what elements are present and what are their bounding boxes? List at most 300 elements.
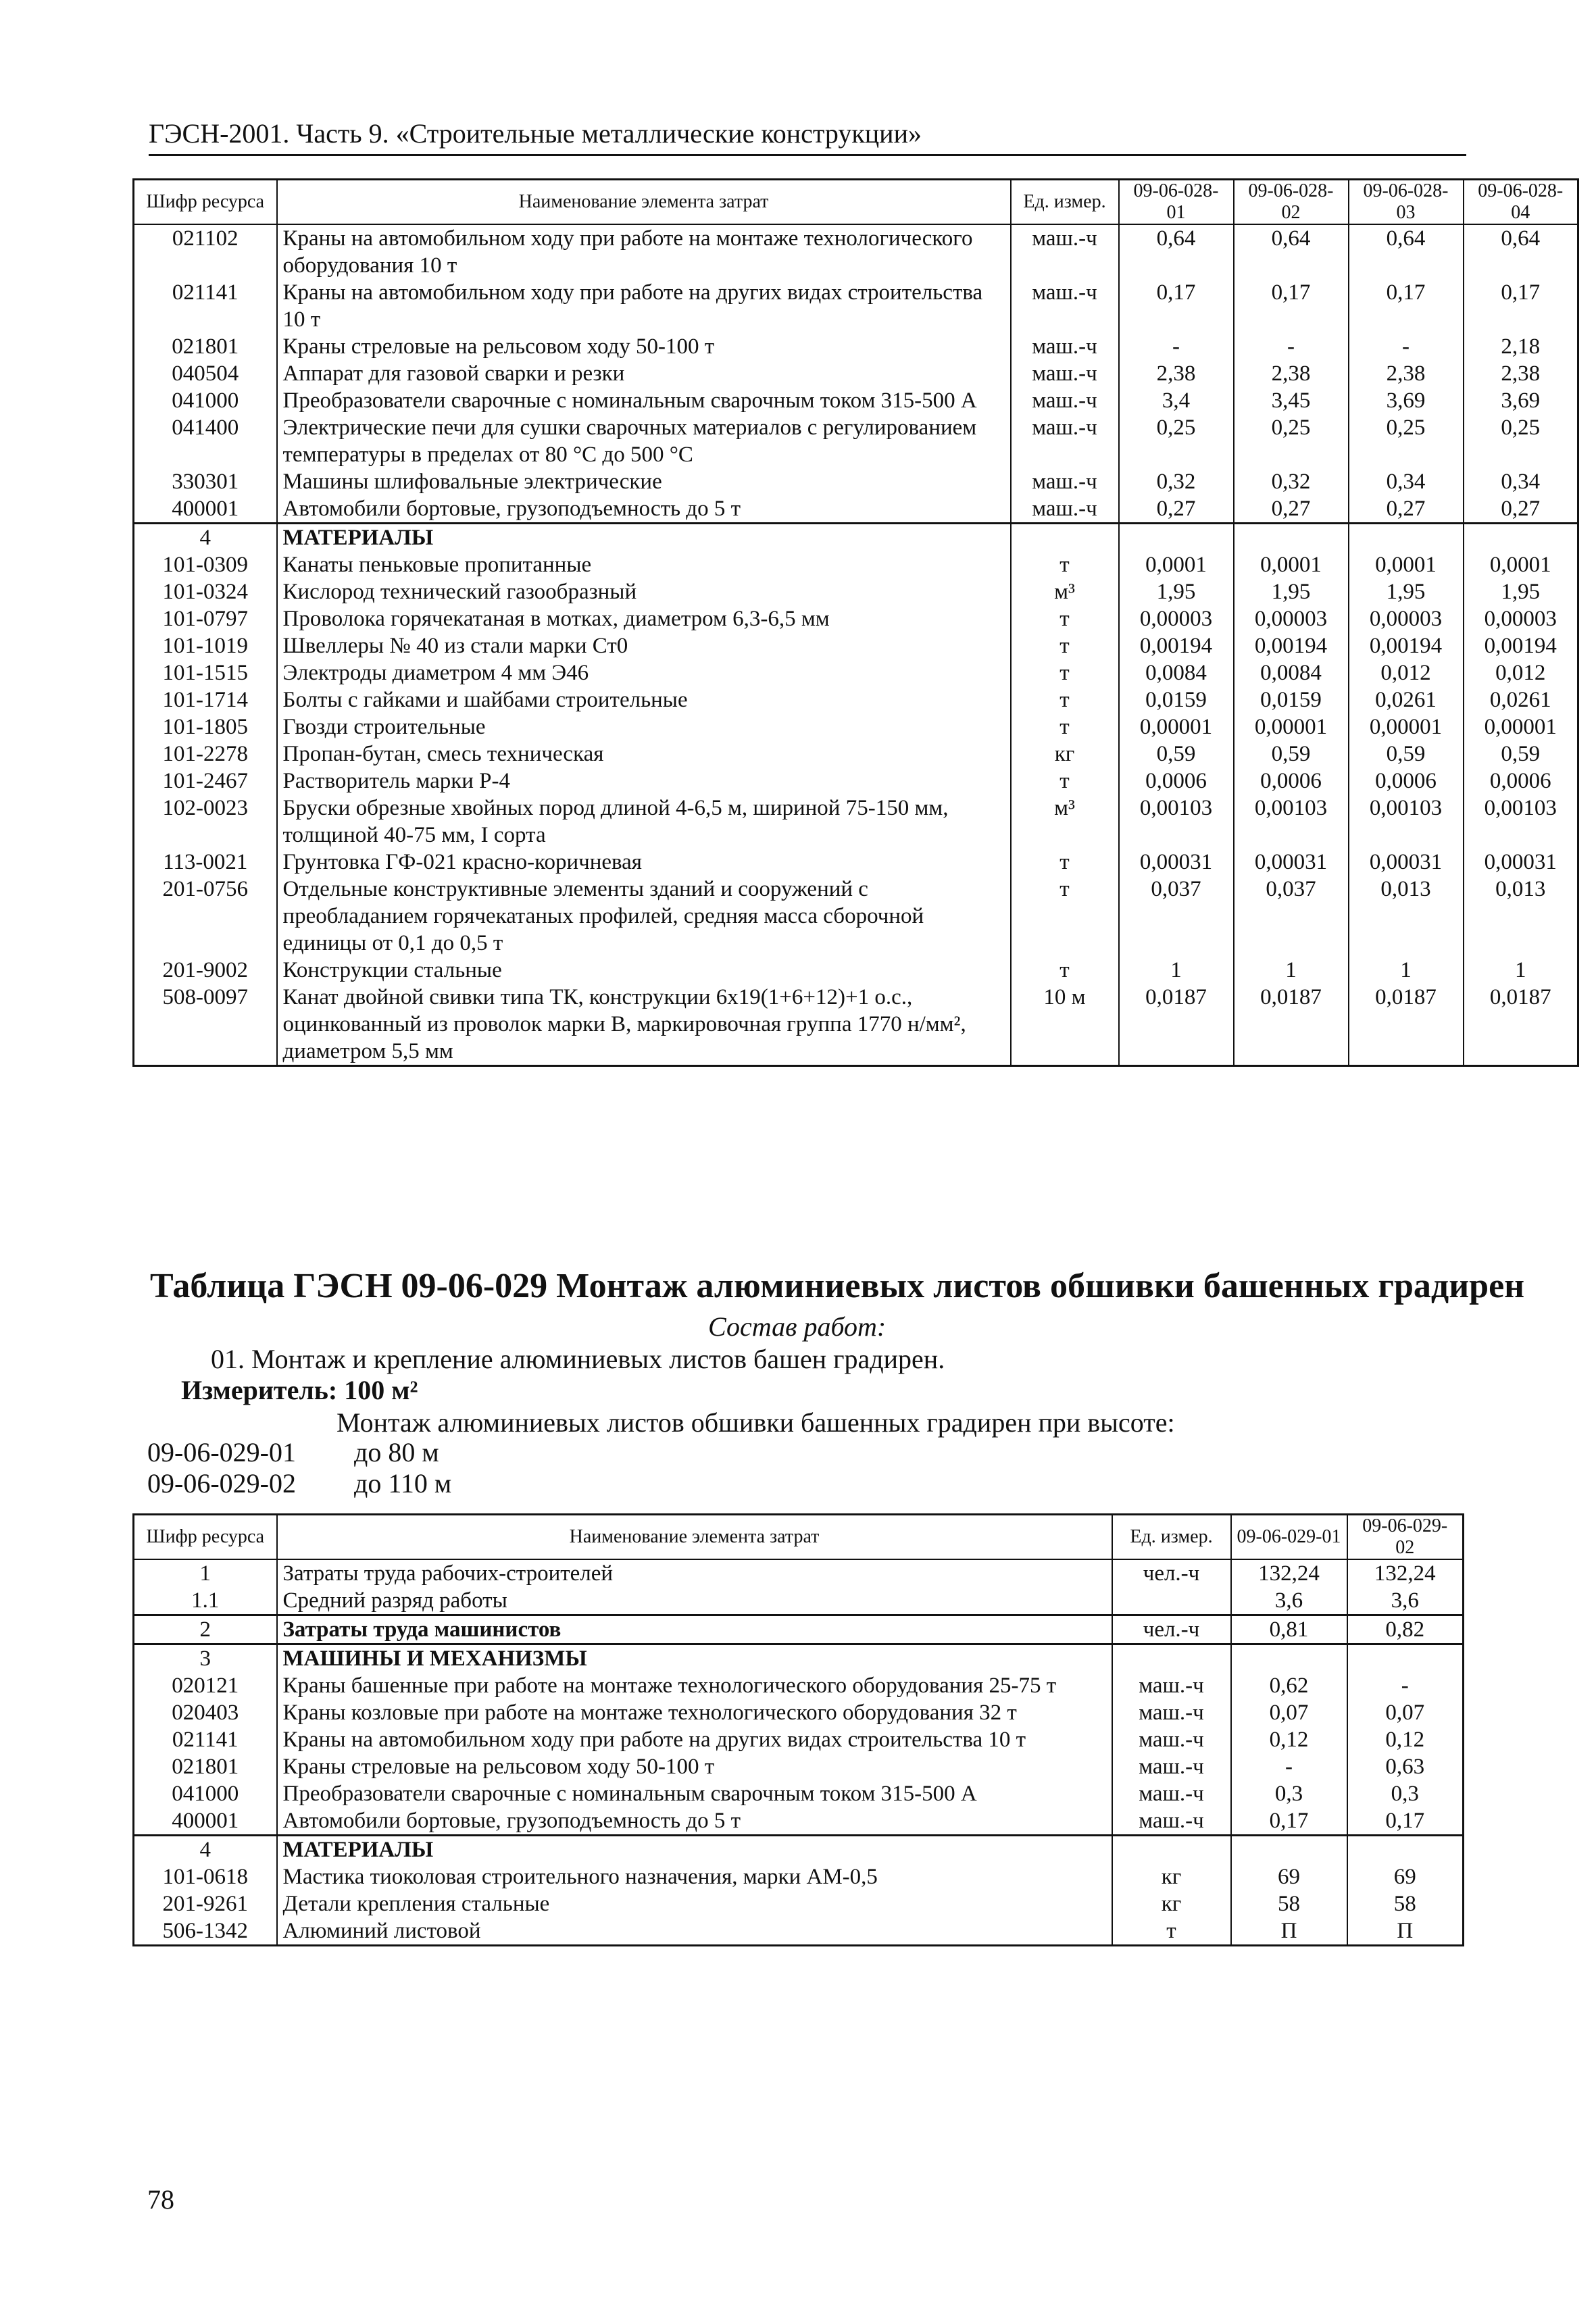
variant-code: 09-06-029-01 — [147, 1437, 296, 1467]
norm-value-cell: 0,12 — [1231, 1726, 1347, 1753]
unit-cell: т — [1011, 768, 1119, 795]
norm-value-cell: 0,27 — [1119, 495, 1234, 524]
norm-value-cell: 2,38 — [1464, 360, 1578, 387]
table-body — [134, 1559, 1464, 1946]
table-row — [134, 333, 1578, 360]
resource-code-cell: 330301 — [134, 468, 277, 495]
resource-name-cell: Затраты труда рабочих-строителей — [277, 1559, 1112, 1587]
resource-name-cell: Швеллеры № 40 из стали марки Ст0 — [277, 632, 1011, 659]
variants-subtitle: Монтаж алюминиевых листов обшивки башенных градирен при высоте: — [336, 1407, 1175, 1438]
norm-value-cell: 3,69 — [1349, 387, 1464, 414]
norm-value-cell: 0,25 — [1234, 414, 1349, 468]
norm-value-cell: 132,24 — [1347, 1559, 1464, 1587]
norm-value-cell: 3,45 — [1234, 387, 1349, 414]
unit-cell: м³ — [1011, 578, 1119, 605]
unit-cell: маш.-ч — [1112, 1753, 1231, 1780]
norm-value-cell: 1 — [1349, 957, 1464, 984]
table-row — [134, 1726, 1464, 1753]
resource-code-cell: 1 — [134, 1559, 277, 1587]
norm-value-cell: - — [1231, 1753, 1347, 1780]
resource-name-cell: Электроды диаметром 4 мм Э46 — [277, 659, 1011, 686]
table-row — [134, 849, 1578, 876]
norm-value-cell: 0,0261 — [1464, 686, 1578, 713]
norm-value-cell: - — [1349, 333, 1464, 360]
table-row — [134, 495, 1578, 524]
unit-cell: маш.-ч — [1011, 279, 1119, 333]
norm-value-cell: 0,59 — [1349, 740, 1464, 768]
norm-value-cell: 0,00194 — [1464, 632, 1578, 659]
table-row — [134, 659, 1578, 686]
table-row — [134, 524, 1578, 552]
resource-code-cell: 041000 — [134, 387, 277, 414]
table-row — [134, 1863, 1464, 1890]
unit-cell: т — [1112, 1917, 1231, 1946]
table-title: Таблица ГЭСН 09-06-029 Монтаж алюминиевых листов обшивки башенных градирен — [150, 1267, 1525, 1305]
unit-cell: т — [1011, 686, 1119, 713]
table-row — [134, 632, 1578, 659]
norm-value-cell: 0,17 — [1464, 279, 1578, 333]
unit-cell: кг — [1011, 740, 1119, 768]
resource-code-cell: 020403 — [134, 1699, 277, 1726]
table-row — [134, 1587, 1464, 1615]
unit-cell: м³ — [1011, 795, 1119, 849]
resource-code-cell: 101-2467 — [134, 768, 277, 795]
norm-value-cell: 0,012 — [1349, 659, 1464, 686]
resource-code-cell: 101-0309 — [134, 551, 277, 578]
norm-value-cell: 69 — [1231, 1863, 1347, 1890]
norm-value-cell: 0,00003 — [1119, 605, 1234, 632]
table-row — [134, 1807, 1464, 1836]
norm-value-cell: 0,00003 — [1349, 605, 1464, 632]
unit-cell: маш.-ч — [1112, 1699, 1231, 1726]
variant-row — [147, 1436, 439, 1469]
resource-name-cell: МАТЕРИАЛЫ — [277, 524, 1011, 552]
table-row — [134, 1699, 1464, 1726]
unit-cell: маш.-ч — [1011, 468, 1119, 495]
resource-name-cell: Краны на автомобильном ходу при работе на монтаже технологического оборудования 10 т — [277, 224, 1011, 279]
unit-cell: т — [1011, 551, 1119, 578]
norm-value-cell: 58 — [1231, 1890, 1347, 1917]
unit-cell: маш.-ч — [1112, 1726, 1231, 1753]
running-header: ГЭСН-2001. Часть 9. «Строительные металлические конструкции» — [149, 116, 1466, 156]
norm-value-cell: 0,037 — [1234, 876, 1349, 957]
norm-value-cell: 0,00003 — [1234, 605, 1349, 632]
resource-code-cell: 041400 — [134, 414, 277, 468]
norm-value-cell: 0,00031 — [1119, 849, 1234, 876]
norm-value-cell: 0,17 — [1234, 279, 1349, 333]
norm-value-cell: 0,27 — [1349, 495, 1464, 524]
resource-code-cell: 021141 — [134, 279, 277, 333]
norm-value-cell: 0,00031 — [1349, 849, 1464, 876]
unit-cell: маш.-ч — [1011, 495, 1119, 524]
page-number: 78 — [147, 2184, 174, 2215]
resource-code-cell: 400001 — [134, 1807, 277, 1836]
norm-value-cell: 0,0159 — [1119, 686, 1234, 713]
norm-value-cell: 0,64 — [1464, 224, 1578, 279]
resource-name-cell: Гвозди строительные — [277, 713, 1011, 740]
norm-value-cell: 3,4 — [1119, 387, 1234, 414]
norm-value-cell: 1 — [1464, 957, 1578, 984]
norm-value-cell: 0,25 — [1464, 414, 1578, 468]
norm-value-cell: 0,0001 — [1234, 551, 1349, 578]
column-header: Ед. измер. — [1112, 1515, 1231, 1560]
resource-code-cell: 021141 — [134, 1726, 277, 1753]
norm-value-cell: 1,95 — [1119, 578, 1234, 605]
norm-value-cell: - — [1347, 1672, 1464, 1699]
resource-code-cell: 1.1 — [134, 1587, 277, 1615]
resource-code-cell: 2 — [134, 1615, 277, 1644]
table-row — [134, 1615, 1464, 1644]
resource-name-cell: Канаты пеньковые пропитанные — [277, 551, 1011, 578]
unit-cell: маш.-ч — [1112, 1780, 1231, 1807]
table-row — [134, 1780, 1464, 1807]
resource-code-cell: 101-0324 — [134, 578, 277, 605]
norm-value-cell: 0,0006 — [1464, 768, 1578, 795]
norm-value-cell: 0,32 — [1234, 468, 1349, 495]
column-header: Шифр ресурса — [134, 1515, 277, 1560]
variant-row — [147, 1467, 451, 1500]
norm-value-cell: 3,69 — [1464, 387, 1578, 414]
resource-name-cell: Затраты труда машинистов — [277, 1615, 1112, 1644]
unit-cell: кг — [1112, 1890, 1231, 1917]
table-header-row — [134, 1515, 1464, 1560]
norm-value-cell — [1234, 524, 1349, 552]
norm-value-cell: 0,64 — [1234, 224, 1349, 279]
unit-cell: т — [1011, 713, 1119, 740]
table-row — [134, 1917, 1464, 1946]
norm-value-cell: 0,63 — [1347, 1753, 1464, 1780]
table-row — [134, 551, 1578, 578]
column-header: 09-06-028-03 — [1349, 180, 1464, 225]
resource-name-cell: Автомобили бортовые, грузоподъемность до 5 т — [277, 495, 1011, 524]
table-row — [134, 876, 1578, 957]
norm-value-cell: 0,0187 — [1464, 984, 1578, 1066]
table-row — [134, 578, 1578, 605]
norm-value-cell — [1464, 524, 1578, 552]
unit-cell: т — [1011, 659, 1119, 686]
norm-value-cell: 0,17 — [1349, 279, 1464, 333]
resource-name-cell: МАТЕРИАЛЫ — [277, 1836, 1112, 1864]
resource-code-cell: 101-1515 — [134, 659, 277, 686]
norm-value-cell — [1349, 524, 1464, 552]
table-row — [134, 984, 1578, 1066]
column-header: Наименование элемента затрат — [277, 180, 1011, 225]
resource-name-cell: Краны башенные при работе на монтаже технологического оборудования 25-75 т — [277, 1672, 1112, 1699]
norm-value-cell: 0,82 — [1347, 1615, 1464, 1644]
table-row — [134, 740, 1578, 768]
work-item: 01. Монтаж и крепление алюминиевых листов башен градирен. — [211, 1344, 945, 1374]
resource-table-029 — [132, 1513, 1464, 1946]
norm-value-cell: 0,012 — [1464, 659, 1578, 686]
table-header-row — [134, 180, 1578, 225]
resource-name-cell: Конструкции стальные — [277, 957, 1011, 984]
unit-cell: т — [1011, 957, 1119, 984]
resource-code-cell: 040504 — [134, 360, 277, 387]
norm-value-cell: 0,27 — [1234, 495, 1349, 524]
norm-value-cell: 0,0187 — [1119, 984, 1234, 1066]
norm-value-cell: 0,00003 — [1464, 605, 1578, 632]
unit-cell: маш.-ч — [1011, 387, 1119, 414]
resource-code-cell: 101-0797 — [134, 605, 277, 632]
unit-cell: маш.-ч — [1112, 1807, 1231, 1836]
table-row — [134, 1559, 1464, 1587]
resource-code-cell: 101-2278 — [134, 740, 277, 768]
norm-value-cell: 0,00001 — [1349, 713, 1464, 740]
norm-value-cell: 0,59 — [1234, 740, 1349, 768]
column-header: Наименование элемента затрат — [277, 1515, 1112, 1560]
table-row — [134, 279, 1578, 333]
norm-value-cell: 0,00031 — [1464, 849, 1578, 876]
resource-code-cell: 506-1342 — [134, 1917, 277, 1946]
norm-value-cell: 58 — [1347, 1890, 1464, 1917]
variant-label: до 110 м — [354, 1468, 452, 1499]
table-row — [134, 224, 1578, 279]
unit-cell: кг — [1112, 1863, 1231, 1890]
resource-code-cell: 101-0618 — [134, 1863, 277, 1890]
unit-cell: маш.-ч — [1011, 224, 1119, 279]
norm-value-cell: 0,00001 — [1234, 713, 1349, 740]
resource-name-cell: Краны стреловые на рельсовом ходу 50-100 т — [277, 1753, 1112, 1780]
norm-value-cell: 0,0006 — [1234, 768, 1349, 795]
norm-value-cell: 0,34 — [1464, 468, 1578, 495]
norm-value-cell: 2,38 — [1234, 360, 1349, 387]
unit-cell: маш.-ч — [1011, 333, 1119, 360]
resource-name-cell: Краны на автомобильном ходу при работе на других видах строительства 10 т — [277, 279, 1011, 333]
norm-value-cell: 0,00031 — [1234, 849, 1349, 876]
unit-cell: чел.-ч — [1112, 1559, 1231, 1587]
variant-label: до 80 м — [354, 1437, 439, 1467]
norm-value-cell — [1231, 1644, 1347, 1673]
resource-name-cell: Преобразователи сварочные с номинальным сварочным током 315-500 А — [277, 387, 1011, 414]
norm-value-cell: 0,0001 — [1119, 551, 1234, 578]
norm-value-cell: 0,32 — [1119, 468, 1234, 495]
norm-value-cell: 0,037 — [1119, 876, 1234, 957]
norm-value-cell: 0,013 — [1349, 876, 1464, 957]
resource-code-cell: 021801 — [134, 1753, 277, 1780]
resource-name-cell: Грунтовка ГФ-021 красно-коричневая — [277, 849, 1011, 876]
table-row — [134, 1890, 1464, 1917]
norm-value-cell: 2,38 — [1349, 360, 1464, 387]
resource-name-cell: Алюминий листовой — [277, 1917, 1112, 1946]
column-header: Шифр ресурса — [134, 180, 277, 225]
resource-code-cell: 3 — [134, 1644, 277, 1673]
column-header: 09-06-029-02 — [1347, 1515, 1464, 1560]
norm-value-cell: 0,59 — [1119, 740, 1234, 768]
table-row — [134, 795, 1578, 849]
resource-code-cell: 041000 — [134, 1780, 277, 1807]
unit-cell — [1011, 524, 1119, 552]
table-row — [134, 387, 1578, 414]
composition-heading: Состав работ: — [708, 1311, 887, 1342]
unit-cell: т — [1011, 605, 1119, 632]
table-row — [134, 768, 1578, 795]
norm-value-cell — [1347, 1644, 1464, 1673]
unit-cell: маш.-ч — [1011, 360, 1119, 387]
norm-value-cell: 0,3 — [1347, 1780, 1464, 1807]
norm-value-cell — [1231, 1836, 1347, 1864]
norm-value-cell: 0,25 — [1119, 414, 1234, 468]
norm-value-cell: 0,17 — [1231, 1807, 1347, 1836]
resource-name-cell: Краны на автомобильном ходу при работе на других видах строительства 10 т — [277, 1726, 1112, 1753]
column-header: 09-06-028-01 — [1119, 180, 1234, 225]
norm-value-cell: 0,62 — [1231, 1672, 1347, 1699]
norm-value-cell: 0,0006 — [1349, 768, 1464, 795]
resource-code-cell: 102-0023 — [134, 795, 277, 849]
table-row — [134, 686, 1578, 713]
norm-value-cell: 0,0159 — [1234, 686, 1349, 713]
unit-cell: т — [1011, 632, 1119, 659]
resource-code-cell: 201-9261 — [134, 1890, 277, 1917]
norm-value-cell: 132,24 — [1231, 1559, 1347, 1587]
column-header: 09-06-028-04 — [1464, 180, 1578, 225]
norm-value-cell: 0,81 — [1231, 1615, 1347, 1644]
norm-value-cell: 0,00103 — [1464, 795, 1578, 849]
norm-value-cell: 3,6 — [1347, 1587, 1464, 1615]
resource-code-cell: 4 — [134, 524, 277, 552]
resource-name-cell: Средний разряд работы — [277, 1587, 1112, 1615]
norm-value-cell: 3,6 — [1231, 1587, 1347, 1615]
norm-value-cell: 0,00194 — [1349, 632, 1464, 659]
resource-name-cell: Растворитель марки Р-4 — [277, 768, 1011, 795]
resource-name-cell: Бруски обрезные хвойных пород длиной 4-6,5 м, шириной 75-150 мм, толщиной 40-75 мм, I сорта — [277, 795, 1011, 849]
table-row — [134, 414, 1578, 468]
norm-value-cell: 1 — [1119, 957, 1234, 984]
resource-code-cell: 508-0097 — [134, 984, 277, 1066]
norm-value-cell: 0,0006 — [1119, 768, 1234, 795]
resource-name-cell: Отдельные конструктивные элементы зданий и сооружений с преобладанием горячекатаных профилей, средняя масса сборочной единицы от 0,1 до 0,5 т — [277, 876, 1011, 957]
norm-value-cell: 0,00194 — [1119, 632, 1234, 659]
resource-name-cell: Аппарат для газовой сварки и резки — [277, 360, 1011, 387]
resource-name-cell: Пропан-бутан, смесь техническая — [277, 740, 1011, 768]
unit-cell: маш.-ч — [1112, 1672, 1231, 1699]
resource-name-cell: МАШИНЫ И МЕХАНИЗМЫ — [277, 1644, 1112, 1673]
unit-cell — [1112, 1644, 1231, 1673]
column-header: 09-06-028-02 — [1234, 180, 1349, 225]
column-header: 09-06-029-01 — [1231, 1515, 1347, 1560]
norm-value-cell: 0,00103 — [1234, 795, 1349, 849]
resource-name-cell: Автомобили бортовые, грузоподъемность до 5 т — [277, 1807, 1112, 1836]
resource-name-cell: Кислород технический газообразный — [277, 578, 1011, 605]
resource-code-cell: 101-1805 — [134, 713, 277, 740]
norm-value-cell: 0,0084 — [1119, 659, 1234, 686]
resource-code-cell: 4 — [134, 1836, 277, 1864]
norm-value-cell: 0,07 — [1231, 1699, 1347, 1726]
resource-code-cell: 021102 — [134, 224, 277, 279]
resource-code-cell: 201-9002 — [134, 957, 277, 984]
table-row — [134, 605, 1578, 632]
norm-value-cell: 0,0187 — [1234, 984, 1349, 1066]
resource-name-cell: Канат двойной свивки типа ТК, конструкции 6х19(1+6+12)+1 о.с., оцинкованный из проволок марки В, маркировочная группа 1770 н/мм², диаметром 5,5 мм — [277, 984, 1011, 1066]
table-row — [134, 468, 1578, 495]
norm-value-cell: 0,00001 — [1119, 713, 1234, 740]
norm-value-cell: 0,17 — [1119, 279, 1234, 333]
norm-value-cell: 0,64 — [1119, 224, 1234, 279]
norm-value-cell: 0,00103 — [1349, 795, 1464, 849]
resource-name-cell: Болты с гайками и шайбами строительные — [277, 686, 1011, 713]
resource-name-cell: Электрические печи для сушки сварочных материалов с регулированием температуры в пределах от 80 °С до 500 °С — [277, 414, 1011, 468]
norm-value-cell: 0,00103 — [1119, 795, 1234, 849]
norm-value-cell: 0,0187 — [1349, 984, 1464, 1066]
resource-name-cell: Детали крепления стальные — [277, 1890, 1112, 1917]
norm-value-cell: 2,38 — [1119, 360, 1234, 387]
norm-value-cell: 0,07 — [1347, 1699, 1464, 1726]
unit-cell: маш.-ч — [1011, 414, 1119, 468]
resource-name-cell: Мастика тиоколовая строительного назначения, марки АМ-0,5 — [277, 1863, 1112, 1890]
norm-value-cell: - — [1234, 333, 1349, 360]
unit-cell — [1112, 1836, 1231, 1864]
table-body — [134, 224, 1578, 1066]
table-row — [134, 1836, 1464, 1864]
norm-value-cell: 1,95 — [1234, 578, 1349, 605]
norm-value-cell: П — [1231, 1917, 1347, 1946]
norm-value-cell: - — [1119, 333, 1234, 360]
norm-value-cell: 0,59 — [1464, 740, 1578, 768]
resource-code-cell: 400001 — [134, 495, 277, 524]
unit-cell: т — [1011, 876, 1119, 957]
resource-code-cell: 101-1019 — [134, 632, 277, 659]
norm-value-cell: 0,0001 — [1464, 551, 1578, 578]
unit-cell: 10 м — [1011, 984, 1119, 1066]
table-row — [134, 1644, 1464, 1673]
norm-value-cell: 0,34 — [1349, 468, 1464, 495]
variant-code: 09-06-029-02 — [147, 1468, 296, 1499]
resource-name-cell: Машины шлифовальные электрические — [277, 468, 1011, 495]
resource-name-cell: Краны козловые при работе на монтаже технологического оборудования 32 т — [277, 1699, 1112, 1726]
column-header: Ед. измер. — [1011, 180, 1119, 225]
norm-value-cell: П — [1347, 1917, 1464, 1946]
norm-value-cell: 0,0261 — [1349, 686, 1464, 713]
resource-name-cell: Преобразователи сварочные с номинальным сварочным током 315-500 А — [277, 1780, 1112, 1807]
unit-cell: т — [1011, 849, 1119, 876]
norm-value-cell: 0,17 — [1347, 1807, 1464, 1836]
resource-code-cell: 101-1714 — [134, 686, 277, 713]
norm-value-cell: 0,0001 — [1349, 551, 1464, 578]
table-row — [134, 957, 1578, 984]
table-row — [134, 1753, 1464, 1780]
norm-value-cell: 0,12 — [1347, 1726, 1464, 1753]
measure-line — [181, 1374, 418, 1407]
resource-name-cell: Проволока горячекатаная в мотках, диаметром 6,3-6,5 мм — [277, 605, 1011, 632]
resource-code-cell: 113-0021 — [134, 849, 277, 876]
table-row — [134, 713, 1578, 740]
norm-value-cell: 0,27 — [1464, 495, 1578, 524]
norm-value-cell: 0,25 — [1349, 414, 1464, 468]
norm-value-cell: 1,95 — [1464, 578, 1578, 605]
norm-value-cell — [1347, 1836, 1464, 1864]
table-row — [134, 1672, 1464, 1699]
norm-value-cell: 69 — [1347, 1863, 1464, 1890]
norm-value-cell: 2,18 — [1464, 333, 1578, 360]
resource-code-cell: 201-0756 — [134, 876, 277, 957]
norm-value-cell: 0,013 — [1464, 876, 1578, 957]
norm-value-cell: 0,64 — [1349, 224, 1464, 279]
norm-value-cell: 0,3 — [1231, 1780, 1347, 1807]
unit-cell: чел.-ч — [1112, 1615, 1231, 1644]
measure-label: Измеритель: — [181, 1375, 338, 1405]
norm-value-cell — [1119, 524, 1234, 552]
resource-table-028 — [132, 178, 1579, 1067]
resource-code-cell: 021801 — [134, 333, 277, 360]
resource-code-cell: 020121 — [134, 1672, 277, 1699]
table-row — [134, 360, 1578, 387]
norm-value-cell: 0,00001 — [1464, 713, 1578, 740]
resource-name-cell: Краны стреловые на рельсовом ходу 50-100 т — [277, 333, 1011, 360]
norm-value-cell: 0,00194 — [1234, 632, 1349, 659]
norm-value-cell: 1,95 — [1349, 578, 1464, 605]
norm-value-cell: 0,0084 — [1234, 659, 1349, 686]
unit-cell — [1112, 1587, 1231, 1615]
measure-value: 100 м² — [344, 1375, 418, 1405]
